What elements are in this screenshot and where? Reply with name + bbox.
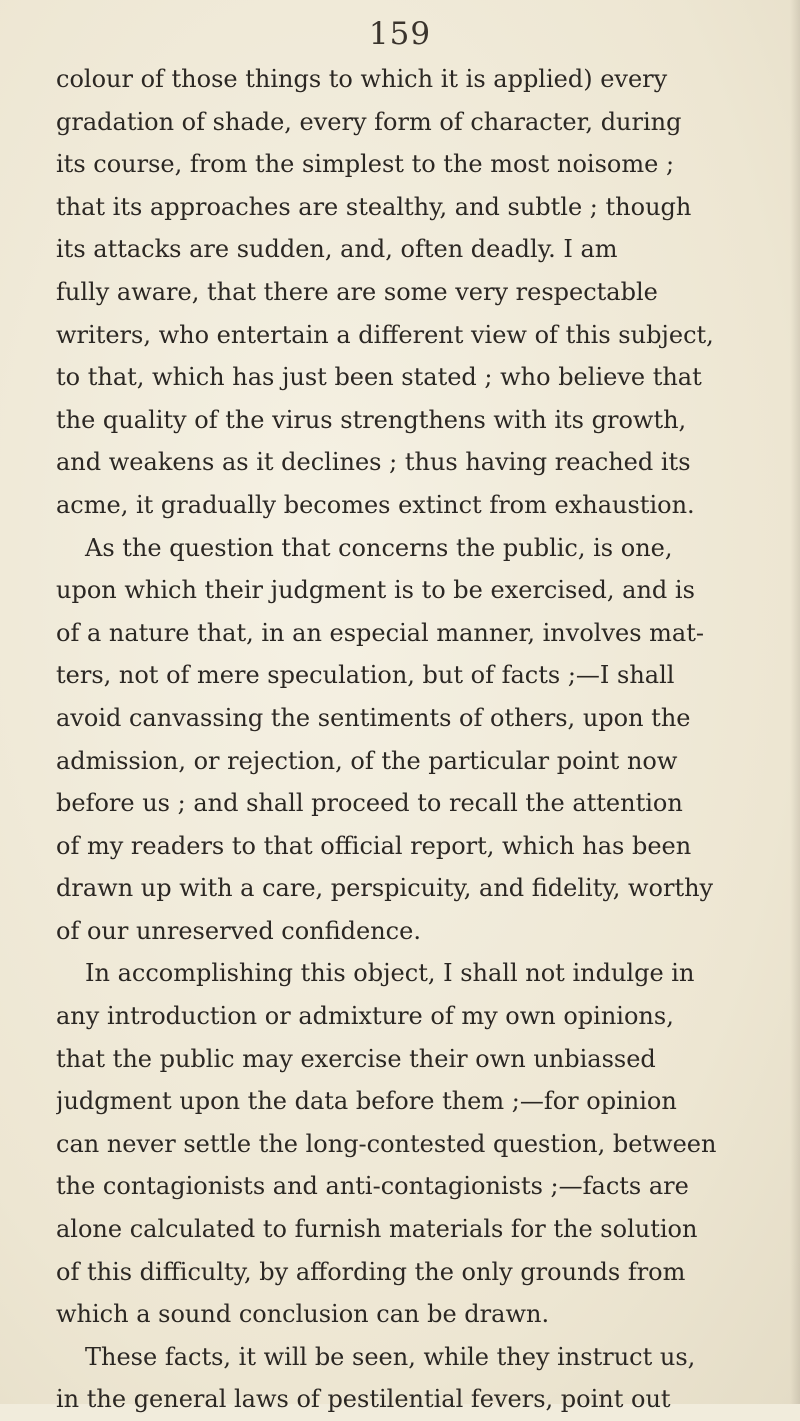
text-line: to that, which has just been stated ; who believe that — [56, 363, 702, 392]
text-line: ters, not of mere speculation, but of facts ;—I shall — [56, 661, 675, 690]
text-line: the contagionists and anti-contagionists ;—facts are — [56, 1172, 689, 1201]
text-line: admission, or rejection, of the particular point now — [56, 746, 678, 775]
paragraph-start-line: As the question that concerns the public, is one, — [85, 533, 673, 562]
text-line: gradation of shade, every form of character, during — [56, 107, 682, 136]
text-line: acme, it gradually becomes extinct from exhaustion. — [56, 490, 695, 519]
text-line: fully aware, that there are some very respectable — [56, 277, 658, 306]
text-line: of this difficulty, by affording the only grounds from — [56, 1257, 686, 1286]
text-line: and weakens as it declines ; thus having reached its — [56, 448, 691, 477]
text-line: of our unreserved confidence. — [56, 916, 421, 945]
text-line: alone calculated to furnish materials for the solution — [56, 1215, 698, 1244]
text-line: can never settle the long-contested question, between — [56, 1129, 717, 1158]
paragraph-start-line: In accomplishing this object, I shall not indulge in — [85, 959, 695, 988]
text-line: of a nature that, in an especial manner, involves mat- — [56, 618, 704, 647]
text-line: avoid canvassing the sentiments of others, upon the — [56, 703, 691, 732]
text-line: in the general laws of pestilential fevers, point out — [56, 1385, 671, 1414]
text-line: drawn up with a care, perspicuity, and fidelity, worthy — [56, 874, 714, 903]
text-line: upon which their judgment is to be exercised, and is — [56, 576, 695, 605]
page-edge-shadow — [790, 0, 800, 1404]
text-line: its course, from the simplest to the most noisome ; — [56, 150, 675, 179]
text-line: of my readers to that official report, which has been — [56, 831, 692, 860]
text-line: any introduction or admixture of my own opinions, — [56, 1002, 674, 1031]
text-line: its attacks are sudden, and, often deadly. I am — [56, 235, 618, 264]
text-line: judgment upon the data before them ;—for opinion — [56, 1087, 677, 1116]
text-line: writers, who entertain a different view of this subject, — [56, 320, 714, 349]
text-line: the quality of the virus strengthens with its growth, — [56, 405, 687, 434]
text-line: colour of those things to which it is applied) every — [56, 65, 668, 93]
page-number: 159 — [368, 16, 432, 52]
text-line: which a sound conclusion can be drawn. — [56, 1300, 550, 1329]
text-line: before us ; and shall proceed to recall the attention — [56, 789, 683, 818]
text-line: that the public may exercise their own unbiassed — [56, 1044, 656, 1073]
body-text — [56, 58, 736, 1421]
paragraph-start-line: These facts, it will be seen, while they instruct us, — [85, 1342, 696, 1371]
text-line: that its approaches are stealthy, and subtle ; though — [56, 192, 692, 221]
